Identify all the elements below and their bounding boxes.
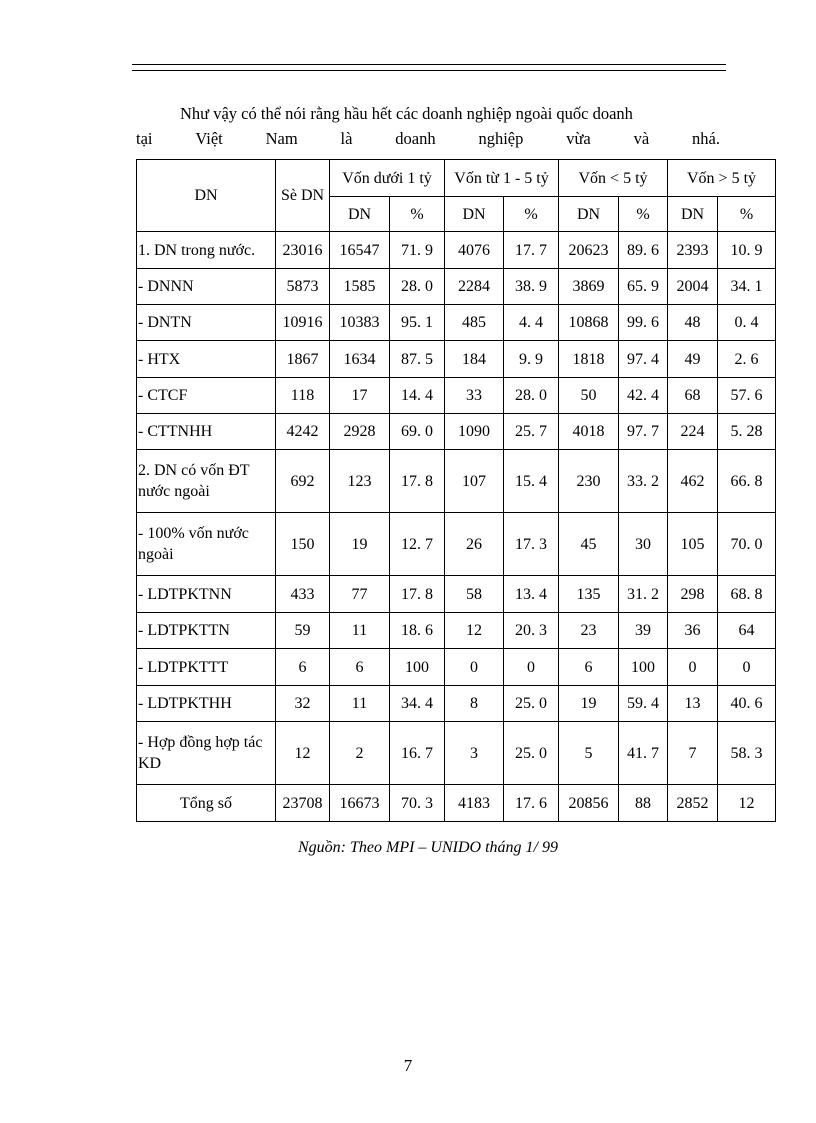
table-header-row <box>137 160 776 197</box>
header-rule-top <box>132 64 726 65</box>
table-cell: 33. 2 <box>619 450 668 513</box>
table-cell: 17. 8 <box>390 450 445 513</box>
subheader-cell: % <box>718 197 776 232</box>
table-cell: 105 <box>668 513 718 576</box>
table-cell: 6 <box>559 649 619 686</box>
row-label: - HTX <box>137 341 276 378</box>
subheader-cell: DN <box>559 197 619 232</box>
table-cell: 5 <box>559 722 619 785</box>
table-cell: 184 <box>445 341 504 378</box>
table-cell: 10383 <box>330 305 390 341</box>
table-cell: 34. 4 <box>390 686 445 722</box>
row-label: - LDTPKTNN <box>137 576 276 613</box>
header-group: Vốn từ 1 - 5 tỷ <box>445 160 559 197</box>
row-label: - 100% vốn nước ngoài <box>137 513 276 576</box>
table-row <box>137 613 776 649</box>
table-row <box>137 649 776 686</box>
table-row <box>137 341 776 378</box>
table-cell: 19 <box>330 513 390 576</box>
table-cell: 33 <box>445 378 504 414</box>
table-cell: 10. 9 <box>718 232 776 269</box>
row-label: - LDTPKTTN <box>137 613 276 649</box>
table-cell: 1867 <box>276 341 330 378</box>
table-cell: 65. 9 <box>619 269 668 305</box>
table-cell: 20. 3 <box>504 613 559 649</box>
table-cell: 118 <box>276 378 330 414</box>
subheader-cell: DN <box>668 197 718 232</box>
table-cell: 2004 <box>668 269 718 305</box>
table-cell: 68. 8 <box>718 576 776 613</box>
table-cell: 32 <box>276 686 330 722</box>
table-cell: 15. 4 <box>504 450 559 513</box>
enterprise-capital-table <box>136 159 776 822</box>
table-cell: 17 <box>330 378 390 414</box>
subheader-cell: DN <box>330 197 390 232</box>
table-cell: 2928 <box>330 414 390 450</box>
subheader-cell: % <box>390 197 445 232</box>
table-cell: 49 <box>668 341 718 378</box>
intro-word: Việt <box>195 129 223 148</box>
row-label: - DNTN <box>137 305 276 341</box>
table-cell: 99. 6 <box>619 305 668 341</box>
table-cell: 7 <box>668 722 718 785</box>
table-cell: 433 <box>276 576 330 613</box>
table-cell: 11 <box>330 686 390 722</box>
table-cell: 69. 0 <box>390 414 445 450</box>
table-cell: 4076 <box>445 232 504 269</box>
table-cell: 25. 7 <box>504 414 559 450</box>
table-cell: 107 <box>445 450 504 513</box>
table-cell: 12 <box>718 785 776 822</box>
table-cell: 41. 7 <box>619 722 668 785</box>
table-row <box>137 450 776 513</box>
row-label: - LDTPKTHH <box>137 686 276 722</box>
intro-word: và <box>633 129 650 148</box>
table-cell: 3869 <box>559 269 619 305</box>
table-cell: 2 <box>330 722 390 785</box>
table-cell: 1090 <box>445 414 504 450</box>
table-cell: 298 <box>668 576 718 613</box>
table-cell: 42. 4 <box>619 378 668 414</box>
table-cell: 5873 <box>276 269 330 305</box>
subheader-cell: % <box>504 197 559 232</box>
table-cell: 28. 0 <box>390 269 445 305</box>
table-cell: 23 <box>559 613 619 649</box>
table-cell: 17. 8 <box>390 576 445 613</box>
table-cell: 10868 <box>559 305 619 341</box>
table-cell: 30 <box>619 513 668 576</box>
table-cell: 2284 <box>445 269 504 305</box>
table-cell: 39 <box>619 613 668 649</box>
table-cell: 23016 <box>276 232 330 269</box>
row-label: - CTCF <box>137 378 276 414</box>
table-cell: 20623 <box>559 232 619 269</box>
table-cell: 100 <box>390 649 445 686</box>
table-row <box>137 686 776 722</box>
table-row <box>137 232 776 269</box>
table-cell: 58 <box>445 576 504 613</box>
row-label: 1. DN trong nước. <box>137 232 276 269</box>
table-cell: 4018 <box>559 414 619 450</box>
row-label: - CTTNHH <box>137 414 276 450</box>
subheader-cell: % <box>619 197 668 232</box>
table-cell: 89. 6 <box>619 232 668 269</box>
table-cell: 14. 4 <box>390 378 445 414</box>
table-cell: 31. 2 <box>619 576 668 613</box>
table-cell: 0 <box>668 649 718 686</box>
table-cell: 16. 7 <box>390 722 445 785</box>
table-cell: 23708 <box>276 785 330 822</box>
intro-word: Nam <box>265 129 298 148</box>
table-cell: 34. 1 <box>718 269 776 305</box>
table-cell: 59. 4 <box>619 686 668 722</box>
table-cell: 0 <box>445 649 504 686</box>
table-cell: 16673 <box>330 785 390 822</box>
intro-line-1: Như vậy có thể nói rằng hầu hết các doanh nghiệp ngoài quốc doanh <box>180 104 633 123</box>
table-cell: 70. 3 <box>390 785 445 822</box>
table-row <box>137 414 776 450</box>
table-row <box>137 722 776 785</box>
intro-word: nghiệp <box>478 129 524 148</box>
table-cell: 17. 7 <box>504 232 559 269</box>
subheader-cell: DN <box>445 197 504 232</box>
table-cell: 48 <box>668 305 718 341</box>
header-rule-bottom <box>132 70 726 71</box>
table-row <box>137 576 776 613</box>
table-cell: 12 <box>276 722 330 785</box>
intro-word: là <box>340 129 353 148</box>
table-cell: 26 <box>445 513 504 576</box>
table-row <box>137 785 776 822</box>
table-cell: 1634 <box>330 341 390 378</box>
table-cell: 0. 4 <box>718 305 776 341</box>
table-cell: 38. 9 <box>504 269 559 305</box>
table-row <box>137 378 776 414</box>
table-cell: 17. 3 <box>504 513 559 576</box>
table-cell: 97. 7 <box>619 414 668 450</box>
intro-paragraph <box>136 101 720 151</box>
header-group: Vốn dưới 1 tỷ <box>330 160 445 197</box>
table-cell: 485 <box>445 305 504 341</box>
table-cell: 1818 <box>559 341 619 378</box>
table-cell: 13 <box>668 686 718 722</box>
table-cell: 87. 5 <box>390 341 445 378</box>
row-label: - Hợp đồng hợp tác KD <box>137 722 276 785</box>
table-cell: 97. 4 <box>619 341 668 378</box>
table-cell: 2393 <box>668 232 718 269</box>
table-cell: 40. 6 <box>718 686 776 722</box>
table-cell: 68 <box>668 378 718 414</box>
table-cell: 6 <box>330 649 390 686</box>
table-cell: 88 <box>619 785 668 822</box>
table-cell: 0 <box>718 649 776 686</box>
table-cell: 58. 3 <box>718 722 776 785</box>
header-group: Vốn > 5 tỷ <box>668 160 776 197</box>
table-cell: 36 <box>668 613 718 649</box>
table-cell: 6 <box>276 649 330 686</box>
intro-word: doanh <box>395 129 436 148</box>
table-cell: 224 <box>668 414 718 450</box>
table-cell: 5. 28 <box>718 414 776 450</box>
row-label: - LDTPKTTT <box>137 649 276 686</box>
header-dn: DN <box>137 160 276 232</box>
table-cell: 59 <box>276 613 330 649</box>
row-label: Tổng số <box>137 785 276 822</box>
intro-word: nhá. <box>692 129 720 148</box>
table-cell: 4183 <box>445 785 504 822</box>
table-cell: 0 <box>504 649 559 686</box>
table-cell: 45 <box>559 513 619 576</box>
table-cell: 25. 0 <box>504 686 559 722</box>
table-cell: 2. 6 <box>718 341 776 378</box>
table-cell: 8 <box>445 686 504 722</box>
table-cell: 71. 9 <box>390 232 445 269</box>
table-cell: 11 <box>330 613 390 649</box>
table-row <box>137 269 776 305</box>
table-cell: 19 <box>559 686 619 722</box>
table-cell: 13. 4 <box>504 576 559 613</box>
table-cell: 1585 <box>330 269 390 305</box>
table-cell: 25. 0 <box>504 722 559 785</box>
row-label: 2. DN có vốn ĐT nước ngoài <box>137 450 276 513</box>
table-cell: 18. 6 <box>390 613 445 649</box>
table-cell: 66. 8 <box>718 450 776 513</box>
page-number: 7 <box>403 1056 413 1075</box>
table-cell: 2852 <box>668 785 718 822</box>
table-cell: 12 <box>445 613 504 649</box>
table-cell: 100 <box>619 649 668 686</box>
table-cell: 28. 0 <box>504 378 559 414</box>
row-label: - DNNN <box>137 269 276 305</box>
table-cell: 77 <box>330 576 390 613</box>
table-cell: 17. 6 <box>504 785 559 822</box>
table-cell: 20856 <box>559 785 619 822</box>
table-row <box>137 513 776 576</box>
table-cell: 95. 1 <box>390 305 445 341</box>
table-cell: 3 <box>445 722 504 785</box>
table-cell: 16547 <box>330 232 390 269</box>
table-cell: 462 <box>668 450 718 513</box>
table-cell: 150 <box>276 513 330 576</box>
table-cell: 135 <box>559 576 619 613</box>
table-cell: 230 <box>559 450 619 513</box>
intro-word: vừa <box>566 129 591 148</box>
header-so-dn: Sè DN <box>276 160 330 232</box>
table-cell: 12. 7 <box>390 513 445 576</box>
table-cell: 123 <box>330 450 390 513</box>
table-cell: 57. 6 <box>718 378 776 414</box>
intro-line-2 <box>136 126 720 151</box>
source-note: Nguồn: Theo MPI – UNIDO tháng 1/ 99 <box>298 839 558 856</box>
table-cell: 64 <box>718 613 776 649</box>
table-cell: 50 <box>559 378 619 414</box>
table-row <box>137 305 776 341</box>
table-cell: 10916 <box>276 305 330 341</box>
table-cell: 4242 <box>276 414 330 450</box>
table-cell: 9. 9 <box>504 341 559 378</box>
intro-word: tại <box>136 129 153 148</box>
table-cell: 4. 4 <box>504 305 559 341</box>
table-cell: 692 <box>276 450 330 513</box>
header-group: Vốn < 5 tỷ <box>559 160 668 197</box>
table-cell: 70. 0 <box>718 513 776 576</box>
